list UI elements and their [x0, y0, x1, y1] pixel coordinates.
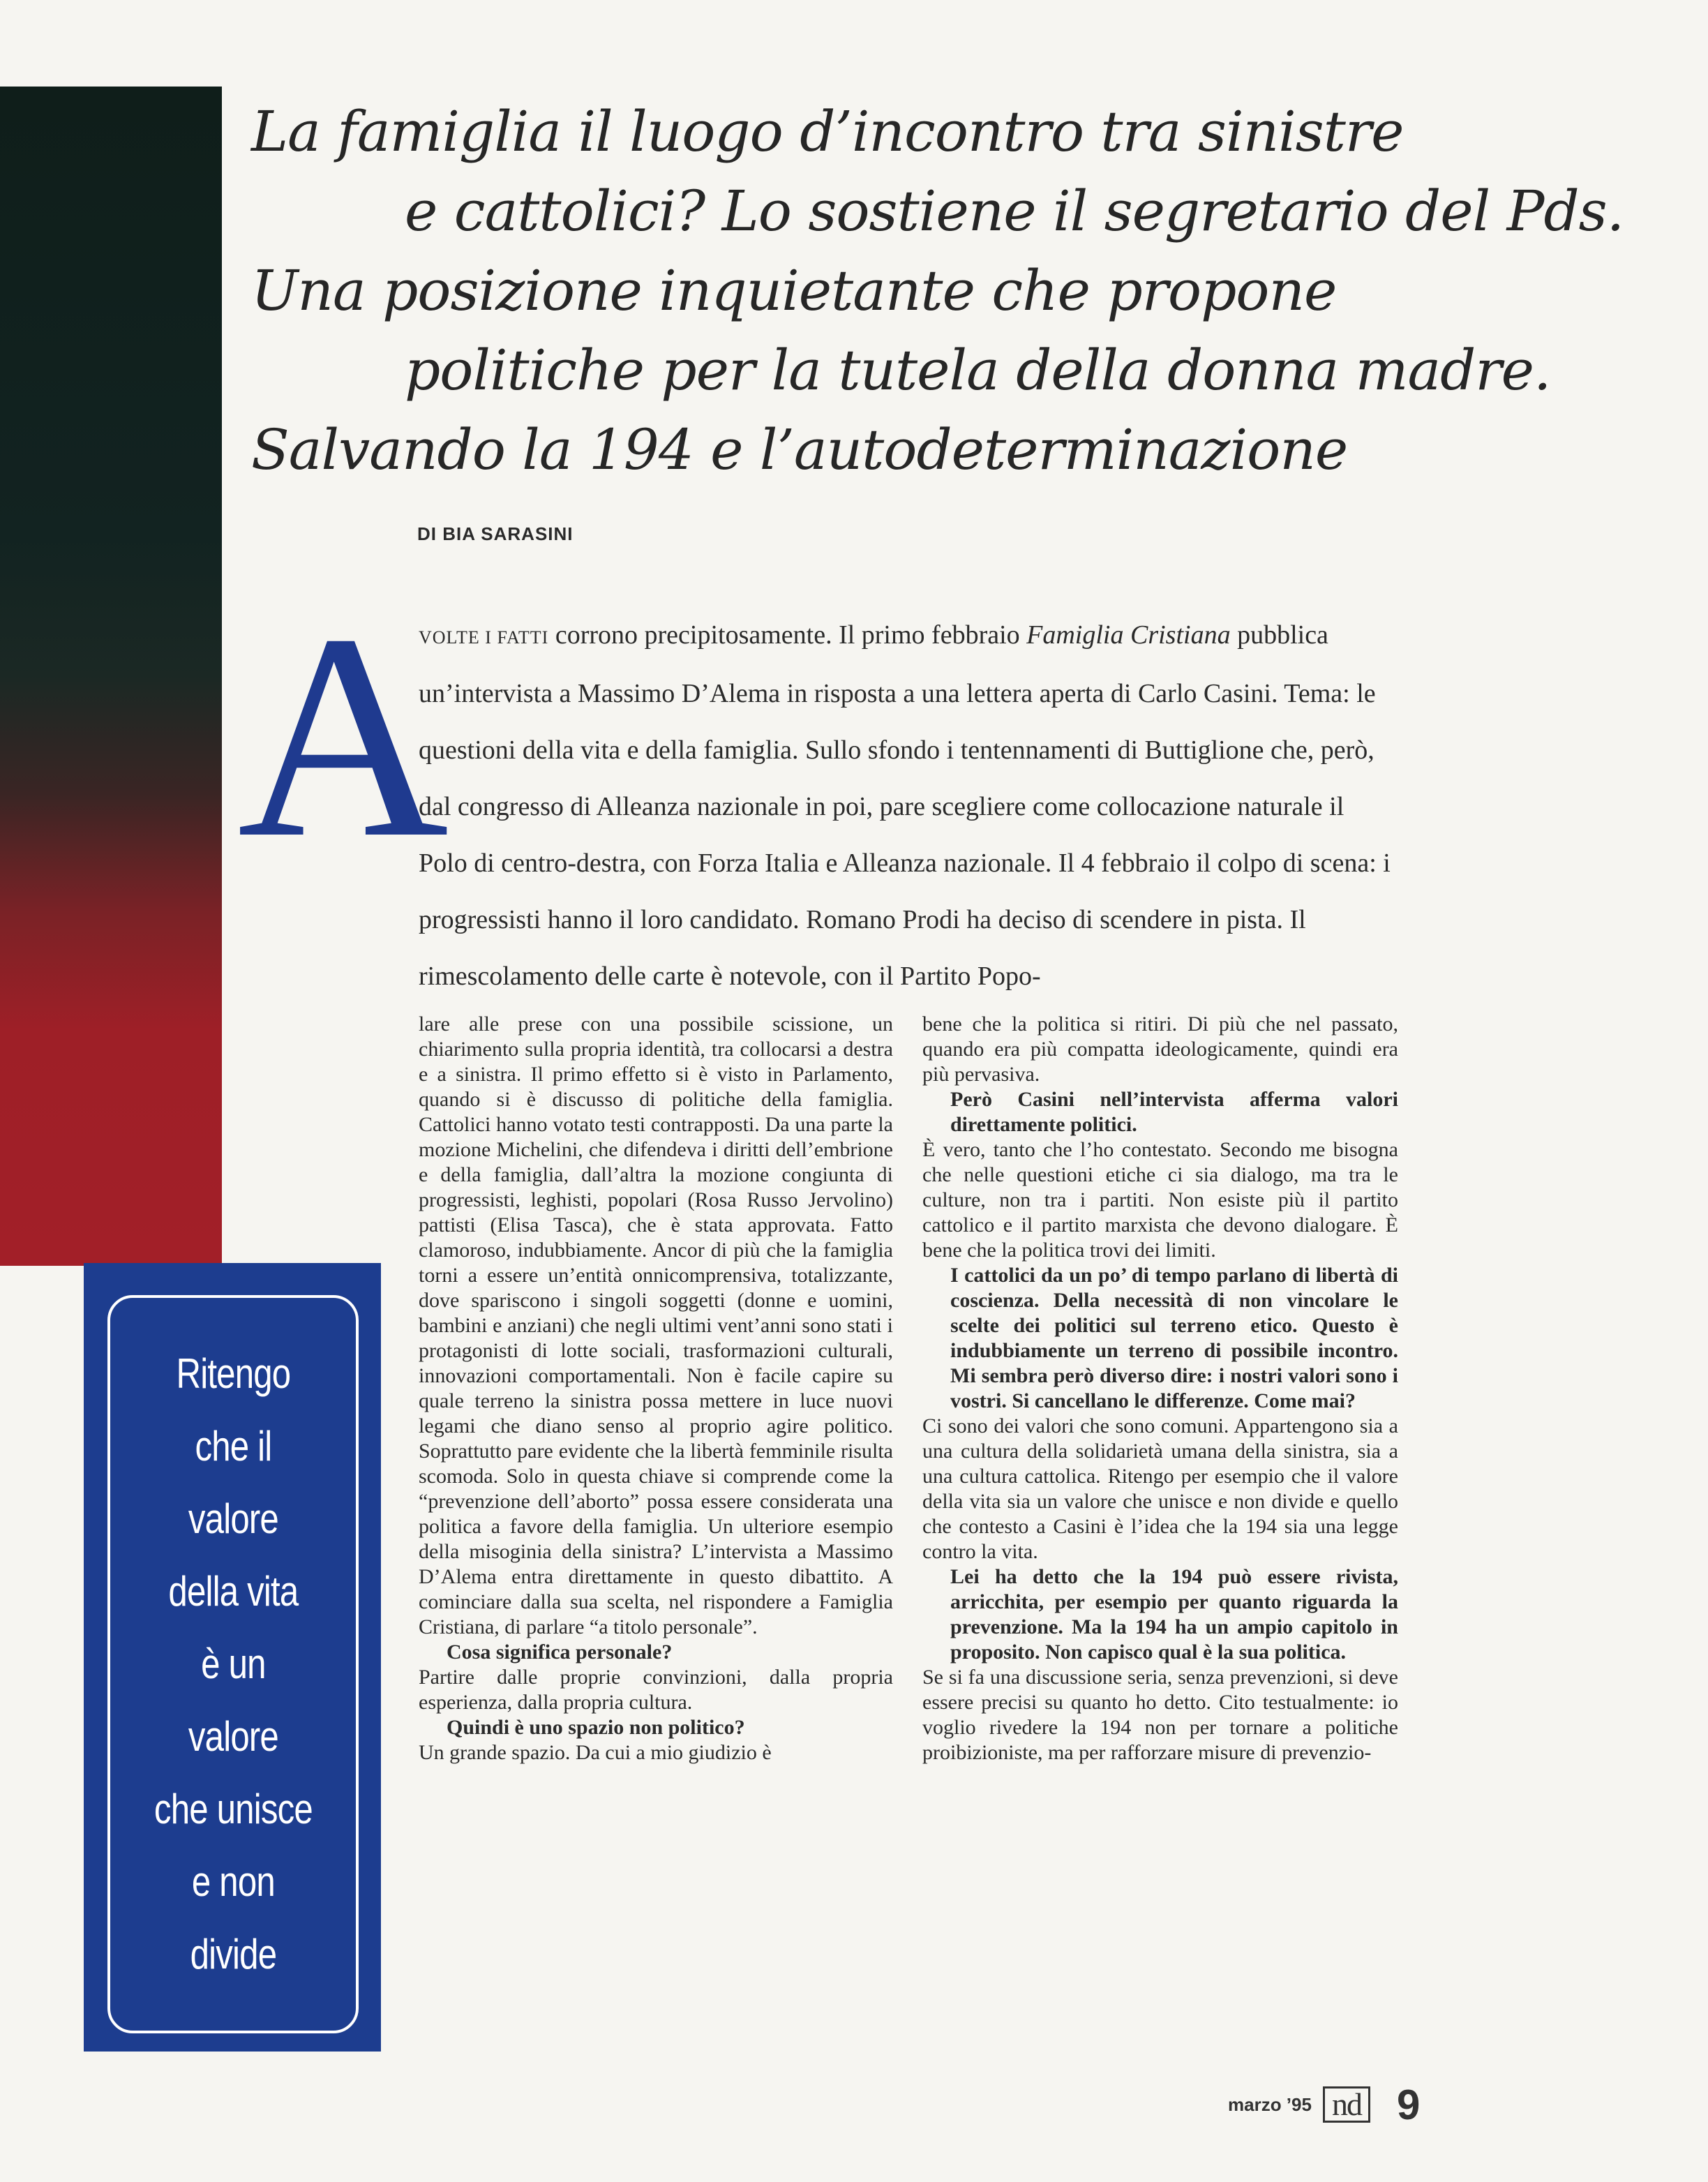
- lead-italic-title: Famiglia Cristiana: [1026, 620, 1231, 650]
- interview-question: Lei ha detto che la 194 può essere rivista, arricchita, per esempio per quanto riguarda la prevenzione. Ma la 194 ha un ampio capitolo in proposito. Non capisco qual è la sua politica.: [950, 1565, 1398, 1664]
- dek-line: Salvando la 194 e l’autodeterminazione: [251, 417, 1348, 482]
- byline-prefix: DI: [417, 523, 437, 544]
- pull-quote-line: Ritengo: [176, 1350, 290, 1397]
- pull-quote-line: valore: [188, 1713, 278, 1760]
- dek-line: politiche per la tutela della donna madre.: [405, 338, 1551, 403]
- pull-quote-line: della vita: [167, 1568, 298, 1615]
- pull-quote-line: valore: [188, 1495, 278, 1542]
- body-paragraph: Un grande spazio. Da cui a mio giudizio è: [419, 1741, 772, 1764]
- pull-quote-line: divide: [190, 1931, 276, 1978]
- article-column-right: [922, 1012, 1398, 1765]
- lead-text: corrono precipitosamente. Il primo febbraio: [548, 620, 1027, 650]
- page-footer: [1228, 2081, 1421, 2128]
- dek-line: La famiglia il luogo d’incontro tra sinistre: [251, 99, 1404, 164]
- page-number: 9: [1396, 2081, 1421, 2128]
- drop-cap: A: [237, 574, 449, 898]
- byline-author: BIA SARASINI: [442, 523, 574, 544]
- body-paragraph: È vero, tanto che l’ho contestato. Secondo me bisogna che nelle questioni etiche ci sia dialogo, ma tra le culture, non tra i partiti. Non esiste più il partito cattolico e il partito marxista che devono dialogare. È bene che la politica trovi dei limiti.: [922, 1138, 1398, 1262]
- body-paragraph: lare alle prese con una possibile scissione, un chiarimento sulla propria identità, tra collocarsi a destra e a sinistra. Il primo effetto si è visto in Parlamento, quando si è discusso di politiche della famiglia. Cattolici hanno votato testi contrapposti. Da una parte la mozione Michelini, che difendeva i diritti dell’embrione e della famiglia, dall’altra la mozione congiunta di progressisti, leghisti, popolari (Rosa Russo Jervolino) pattisti (Elisa Tasca), che è stata approvata. Fatto clamoroso, indubbiamente. Ancor di più che la famiglia torni a essere un’entità onnicomprensiva, totalizzante, dove spariscono i singoli soggetti (donne e uomini, bambini e anziani) che negli ultimi vent’anni sono stati i protagonisti di lotte sociali, trasformazioni culturali, innovazioni comportamentali. Non è facile capire su quale terreno la sinistra possa mettere in luce nuovi legami che diano senso al proprio agire politico. Soprattutto pare evidente che la libertà femminile risulta scomoda. Solo in questa chiave si comprende come la “prevenzione dell’aborto” possa essere considerata una politica a favore della famiglia. Un ulteriore esempio della misoginia della sinistra? L’intervista a Massimo D’Alema entra direttamente in questo dibattito. A cominciare dalla sua scelta, nel rispondere a Famiglia Cristiana, di parlare “a titolo personale”.: [419, 1012, 893, 1638]
- pull-quote-frame: [107, 1295, 359, 2033]
- interview-question: Cosa significa personale?: [447, 1641, 673, 1664]
- decorative-color-stripe: [0, 87, 222, 1266]
- pull-quote-line: è un: [200, 1641, 266, 1687]
- body-paragraph: Partire dalle proprie convinzioni, dalla propria esperienza, dalla propria cultura.: [419, 1666, 893, 1714]
- body-paragraph: Ci sono dei valori che sono comuni. Appartengono sia a una cultura della solidarietà umana della sinistra, sia a una cultura cattolica. Ritengo per esempio che il valore della vita sia un valore che unisce e non divide e quello che contesto a Casini è l’idea che la 194 sia una legge contro la vita.: [922, 1414, 1398, 1563]
- pull-quote-box: [84, 1263, 381, 2052]
- lead-rest: pubblica un’intervista a Massimo D’Alema in risposta a una lettera aperta di Carlo Casini. Tema: le questioni della vita e della famiglia. Sullo sfondo i tentennamenti di Buttiglione che, però, dal congresso di Alleanza nazionale in poi, pare scegliere come collocazione naturale il Polo di centro-destra, con Forza Italia e Alleanza nazionale. Il 4 febbraio il colpo di scena: i progressisti hanno il loro candidato. Romano Prodi ha deciso di scendere in pista. Il rimescolamento delle carte è notevole, con il Partito Popo-: [419, 620, 1391, 991]
- body-paragraph: Se si fa una discussione seria, senza prevenzioni, si deve essere precisi su quanto ho detto. Cito testualmente: io voglio rivedere la 194 non per tornare a politiche proibizioniste, ma per rafforzare misure di prevenzio-: [922, 1666, 1398, 1764]
- dek-line: Una posizione inquietante che propone: [251, 258, 1337, 323]
- magazine-logo: nd: [1323, 2086, 1370, 2123]
- byline: [417, 523, 574, 545]
- pull-quote-line: che il: [195, 1423, 271, 1470]
- pull-quote-line: e non: [191, 1858, 275, 1905]
- pull-quote-line: che unisce: [153, 1786, 313, 1832]
- interview-question: I cattolici da un po’ di tempo parlano di libertà di coscienza. Della necessità di non vincolare le scelte dei politici sul terreno etico. Questo è indubbiamente un terreno di possibile incontro. Mi sembra però diverso dire: i nostri valori sono i vostri. Si cancellano le differenze. Come mai?: [950, 1264, 1398, 1412]
- lead-paragraph: [419, 607, 1395, 1005]
- interview-question: Quindi è uno spazio non politico?: [447, 1716, 745, 1739]
- body-paragraph: bene che la politica si ritiri. Di più che nel passato, quando era più compatta ideologicamente, quindi era più pervasiva.: [922, 1012, 1398, 1086]
- dek-line: e cattolici? Lo sostiene il segretario del Pds.: [405, 179, 1624, 244]
- lead-smallcaps: VOLTE I FATTI: [419, 627, 549, 648]
- issue-date: marzo ’95: [1228, 2093, 1312, 2115]
- headline-dek: [251, 92, 1624, 490]
- article-column-left: [419, 1012, 893, 1765]
- interview-question: Però Casini nell’intervista afferma valori direttamente politici.: [950, 1088, 1398, 1136]
- pull-quote: [153, 1338, 312, 1991]
